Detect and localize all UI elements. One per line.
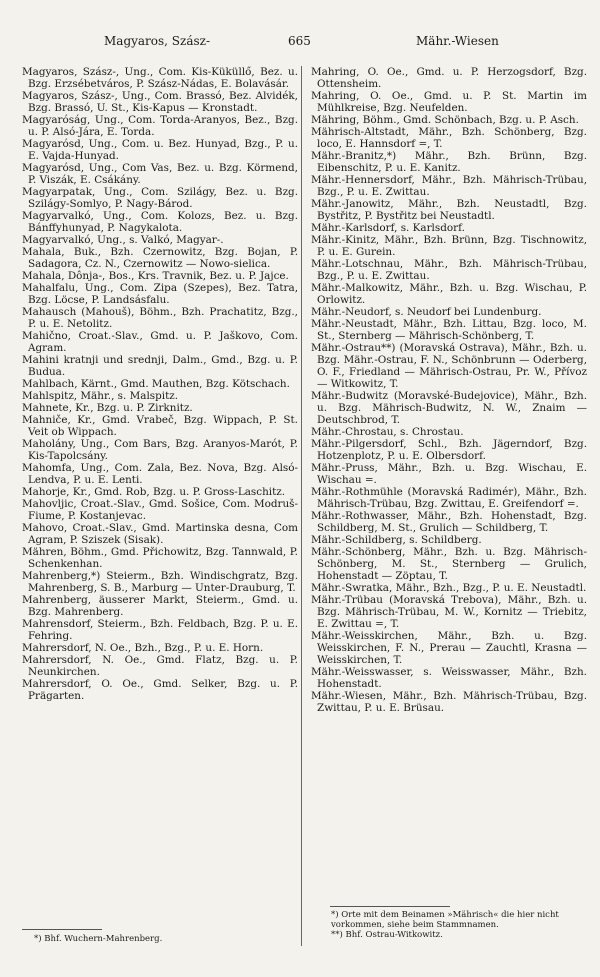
footnote-rule-right [330, 906, 450, 907]
gazetteer-entry: Mährisch-Altstadt, Mähr., Bzh. Schönberg, Bzg. loco, E. Hannsdorf =, T. [311, 126, 587, 150]
gazetteer-entry: Mähr.-Ostrau**) (Moravská Ostrava), Mähr., Bzh. u. Bzg. Mähr.-Ostrau, F. N., Schönbrunn — Oderberg, O. F., Friedland — Mährisch-Ostrau, Pr. W., Přívoz — Witkowitz, T. [311, 342, 587, 390]
gazetteer-entry: Magyarósd, Ung., Com Vas, Bez. u. Bzg. Körmend, P. Viszák, E. Csákány. [22, 162, 298, 186]
gazetteer-entry: Mähr.-Hennersdorf, Mähr., Bzh. Mährisch-Trübau, Bzg., P. u. E. Zwittau. [311, 174, 587, 198]
gazetteer-entry: Mähr.-Karlsdorf, s. Karlsdorf. [311, 222, 465, 234]
footnote-left: *) Bhf. Wuchern-Mahrenberg. [34, 934, 163, 944]
gazetteer-entry: Mähren, Böhm., Gmd. Přichowitz, Bzg. Tannwald, P. Schenkenhan. [22, 546, 298, 570]
gazetteer-entry: Mahlspitz, Mähr., s. Malspitz. [22, 390, 179, 402]
gazetteer-entry: Mahring, O. Oe., Gmd. u. P. St. Martin im Mühlkreise, Bzg. Neufelden. [311, 90, 587, 114]
gazetteer-entry: Mahrersdorf, O. Oe., Gmd. Selker, Bzg. u. P. Prägarten. [22, 678, 298, 702]
gazetteer-entry: Mähr.-Pruss, Mähr., Bzh. u. Bzg. Wischau, E. Wischau =. [311, 462, 587, 486]
gazetteer-entry: Mähr.-Neudorf, s. Neudorf bei Lundenburg. [311, 306, 542, 318]
gazetteer-entry: Mahini kratnji und srednji, Dalm., Gmd., Bzg. u. P. Budua. [22, 354, 298, 378]
gazetteer-entry: Mähr.-Schönberg, Mähr., Bzh. u. Bzg. Mährisch-Schönberg, M. St., Sternberg — Grulich, Hohenstadt — Zöptau, T. [311, 546, 587, 582]
gazetteer-entry: Mähr.-Trübau (Moravská Trebova), Mähr., Bzh. u. Bzg. Mährisch-Trübau, M. W., Kornitz — Triebitz, E. Zwittau =, T. [311, 594, 587, 630]
footnote-right-1: *) Orte mit dem Beinamen »Mährisch« die hier nicht vorkommen, siehe beim Stammnamen. [331, 910, 559, 930]
column-divider [301, 66, 302, 946]
gazetteer-entry: Magyaros, Szász-, Ung., Com. Kis-Küküllő, Bez. u. Bzg. Erzsébetváros, P. Szász-Nádas, E. Bolavásár. [22, 66, 298, 90]
gazetteer-entry: Mähr.-Budwitz (Moravské-Budejovice), Mähr., Bzh. u. Bzg. Mährisch-Budwitz, N. W., Znaim — Deutschbrod, T. [311, 390, 587, 426]
gazetteer-entry: Mahrenberg, äusserer Markt, Steierm., Gmd. u. Bzg. Mahrenberg. [22, 594, 298, 618]
footnote-rule [22, 929, 102, 930]
gazetteer-entry: Mähr.-Pilgersdorf, Schl., Bzh. Jägerndorf, Bzg. Hotzenplotz, P. u. E. Olbersdorf. [311, 438, 587, 462]
gazetteer-entry: Mahniče, Kr., Gmd. Vrabeč, Bzg. Wippach, P. St. Veit ob Wippach. [22, 414, 298, 438]
gazetteer-entry: Magyaros, Szász-, Ung., Com. Brassó, Bez. Alvidék, Bzg. Brassó, U. St., Kis-Kapus — Kronstadt. [22, 90, 298, 114]
gazetteer-entry: Mahala, Dônja-, Bos., Krs. Travnik, Bez. u. P. Jajce. [22, 270, 289, 282]
gazetteer-entry: Mähr.-Weisskirchen, Mähr., Bzh. u. Bzg. Weisskirchen, F. N., Prerau — Zauchtl, Krasna — Weisskirchen, T. [311, 630, 587, 666]
gazetteer-entry: Mahring, O. Oe., Gmd. u. P. Herzogsdorf, Bzg. Ottensheim. [311, 66, 587, 90]
gazetteer-entry: Mähr.-Lotschnau, Mähr., Bzh. Mährisch-Trübau, Bzg., P. u. E. Zwittau. [311, 258, 587, 282]
gazetteer-entry: Mahorje, Kr., Gmd. Rob, Bzg. u. P. Gross-Laschitz. [22, 486, 286, 498]
gazetteer-entry: Mahovljic, Croat.-Slav., Gmd. Sošice, Com. Modruš-Fiume, P. Kostanjevac. [22, 498, 298, 522]
gazetteer-entry: Mähring, Böhm., Gmd. Schönbach, Bzg. u. P. Asch. [311, 114, 579, 126]
gazetteer-entry: Magyarvalkó, Ung., s. Valkó, Magyar-. [22, 234, 224, 246]
left-column [22, 66, 298, 702]
gazetteer-entry: Mahnete, Kr., Bzg. u. P. Zirknitz. [22, 402, 193, 414]
gazetteer-entry: Mahrersdorf, N. Oe., Gmd. Flatz, Bzg. u. P. Neunkirchen. [22, 654, 298, 678]
gazetteer-entry: Mahično, Croat.-Slav., Gmd. u. P. Jaškovo, Com. Agram. [22, 330, 298, 354]
page-header [20, 34, 580, 50]
gazetteer-entry: Magyarósd, Ung., Com. u. Bez. Hunyad, Bzg., P. u. E. Vajda-Hunyad. [22, 138, 298, 162]
gazetteer-entry: Magyaróság, Ung., Com. Torda-Aranyos, Bez., Bzg. u. P. Alsó-Jára, E. Torda. [22, 114, 298, 138]
gazetteer-entry: Mähr.-Weisswasser, s. Weisswasser, Mähr., Bzh. Hohenstadt. [311, 666, 587, 690]
gazetteer-entry: Mähr.-Malkowitz, Mähr., Bzh. u. Bzg. Wischau, P. Orlowitz. [311, 282, 587, 306]
footnotes-right [331, 910, 591, 940]
gazetteer-entry: Mähr.-Swratka, Mähr., Bzh., Bzg., P. u. E. Neustadtl. [311, 582, 587, 594]
gazetteer-entry: Mahalfalu, Ung., Com. Zipa (Szepes), Bez. Tatra, Bzg. Löcse, P. Landsásfalu. [22, 282, 298, 306]
gazetteer-entry: Mähr.-Neustadt, Mähr., Bzh. Littau, Bzg. loco, M. St., Sternberg — Mährisch-Schönberg, T. [311, 318, 587, 342]
gazetteer-entry: Magyarvalkó, Ung., Com. Kolozs, Bez. u. Bzg. Bánffyhunyad, P. Nagykalota. [22, 210, 298, 234]
gazetteer-entry: Mähr.-Rothmühle (Moravská Radimér), Mähr., Bzh. Mährisch-Trübau, Bzg. Zwittau, E. Greifendorf =. [311, 486, 587, 510]
gazetteer-entry: Mahala, Buk., Bzh. Czernowitz, Bzg. Bojan, P. Sadagora, Cz. N., Czernowitz — Nowo-sielica. [22, 246, 298, 270]
gazetteer-entry: Mähr.-Branitz,*) Mähr., Bzh. Brünn, Bzg. Eibenschitz, P. u. E. Kanitz. [311, 150, 587, 174]
gazetteer-entry: Mähr.-Janowitz, Mähr., Bzh. Neustadtl, Bzg. Bystřitz, P. Bystřitz bei Neustadtl. [311, 198, 587, 222]
gazetteer-entry: Magyarpatak, Ung., Com. Szilágy, Bez. u. Bzg. Szilágy-Somlyo, P. Nagy-Bárod. [22, 186, 298, 210]
gazetteer-entry: Mähr.-Schildberg, s. Schildberg. [311, 534, 482, 546]
gazetteer-entry: Mähr.-Chrostau, s. Chrostau. [311, 426, 464, 438]
right-column [311, 66, 587, 714]
footnote-right-2: **) Bhf. Ostrau-Witkowitz. [331, 930, 443, 940]
gazetteer-entry: Maholány, Ung., Com Bars, Bzg. Aranyos-Marót, P. Kis-Tapolcsány. [22, 438, 298, 462]
gazetteer-entry: Mahovo, Croat.-Slav., Gmd. Martinska desna, Com Agram, P. Sziszek (Sisak). [22, 522, 298, 546]
page-number: 665 [288, 34, 311, 48]
gazetteer-entry: Mähr.-Rothwasser, Mähr., Bzh. Hohenstadt, Bzg. Schildberg, M. St., Grulich — Schildberg, T. [311, 510, 587, 534]
header-left: Magyaros, Szász- [104, 34, 211, 48]
header-right: Mähr.-Wiesen [416, 34, 499, 48]
gazetteer-entry: Mahrensdorf, Steierm., Bzh. Feldbach, Bzg. P. u. E. Fehring. [22, 618, 298, 642]
gazetteer-entry: Mahomfa, Ung., Com. Zala, Bez. Nova, Bzg. Alsó-Lendva, P. u. E. Lenti. [22, 462, 298, 486]
gazetteer-entry: Mahausch (Mahouš), Böhm., Bzh. Prachatitz, Bzg., P. u. E. Netolitz. [22, 306, 298, 330]
gazetteer-entry: Mahrersdorf, N. Oe., Bzh., Bzg., P. u. E. Horn. [22, 642, 264, 654]
gazetteer-entry: Mähr.-Wiesen, Mähr., Bzh. Mährisch-Trübau, Bzg. Zwittau, P. u. E. Brüsau. [311, 690, 587, 714]
gazetteer-entry: Mähr.-Kinitz, Mähr., Bzh. Brünn, Bzg. Tischnowitz, P. u. E. Gurein. [311, 234, 587, 258]
gazetteer-entry: Mahrenberg,*) Steierm., Bzh. Windischgratz, Bzg. Mahrenberg, S. B., Marburg — Unter-Drauburg, T. [22, 570, 298, 594]
gazetteer-entry: Mahlbach, Kärnt., Gmd. Mauthen, Bzg. Kötschach. [22, 378, 290, 390]
